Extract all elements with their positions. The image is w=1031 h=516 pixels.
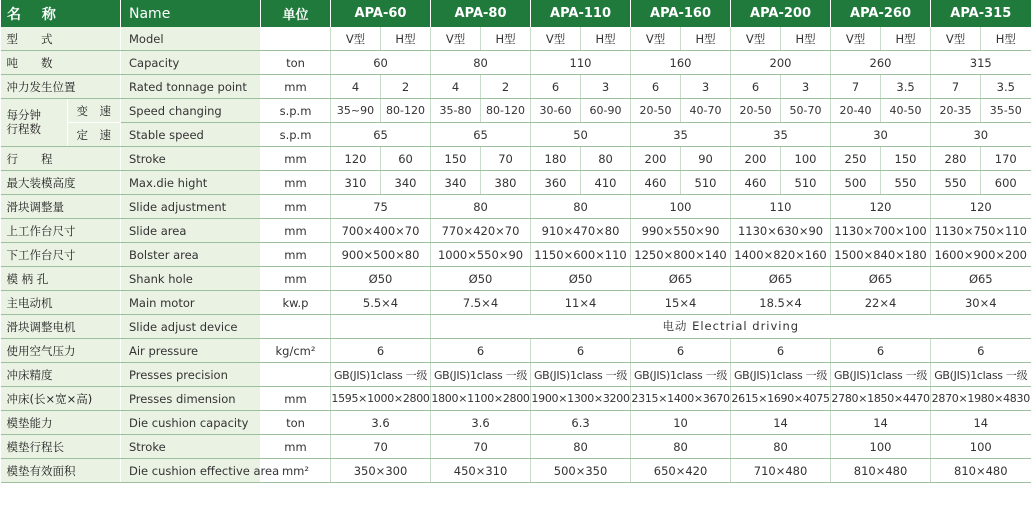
- table-row: [1, 387, 1031, 411]
- table-cell: 100: [631, 195, 731, 219]
- table-cell: 使用空气压力: [1, 339, 121, 363]
- table-cell: 35~90: [331, 99, 381, 123]
- table-cell: 65: [331, 123, 431, 147]
- table-cell: 6: [331, 339, 431, 363]
- table-cell: 90: [681, 147, 731, 171]
- table-cell: Ø65: [631, 267, 731, 291]
- table-cell: 200: [731, 51, 831, 75]
- table-row: [1, 243, 1031, 267]
- table-cell: 510: [781, 171, 831, 195]
- table-cell: 3.6: [331, 411, 431, 435]
- header-model: APA-160: [631, 0, 731, 27]
- table-cell: H型: [381, 27, 431, 51]
- header-name-en: Name: [121, 0, 261, 27]
- table-cell: 110: [731, 195, 831, 219]
- table-cell: 1400×820×160: [731, 243, 831, 267]
- table-cell: 100: [831, 435, 931, 459]
- table-cell: 10: [631, 411, 731, 435]
- table-cell: 60-90: [581, 99, 631, 123]
- table-cell: mm: [261, 267, 331, 291]
- table-cell: Shank hole: [121, 267, 261, 291]
- table-cell: 260: [831, 51, 931, 75]
- table-cell: 1250×800×140: [631, 243, 731, 267]
- table-cell: 550: [931, 171, 981, 195]
- table-cell: 20-50: [631, 99, 681, 123]
- table-cell: 3.5: [881, 75, 931, 99]
- table-cell: 990×550×90: [631, 219, 731, 243]
- table-cell: 模垫有效面积: [1, 459, 121, 483]
- table-cell: 3: [681, 75, 731, 99]
- table-cell: 6: [631, 75, 681, 99]
- table-cell: 7: [931, 75, 981, 99]
- table-cell: 20-50: [731, 99, 781, 123]
- table-cell: Slide adjust device: [121, 315, 261, 339]
- table-cell: 900×500×80: [331, 243, 431, 267]
- table-cell: 80-120: [481, 99, 531, 123]
- table-cell: 60: [381, 147, 431, 171]
- table-cell: 6: [431, 339, 531, 363]
- table-cell: Capacity: [121, 51, 261, 75]
- table-cell: H型: [481, 27, 531, 51]
- table-cell: 550: [881, 171, 931, 195]
- table-cell: 70: [481, 147, 531, 171]
- table-cell: 6: [931, 339, 1031, 363]
- table-cell: V型: [631, 27, 681, 51]
- table-cell: 410: [581, 171, 631, 195]
- table-cell: 170: [981, 147, 1031, 171]
- table-cell: 6: [731, 339, 831, 363]
- table-row: [1, 27, 1031, 51]
- table-cell: Die cushion effective area: [121, 459, 261, 483]
- table-row: [1, 267, 1031, 291]
- table-cell: 70: [331, 435, 431, 459]
- table-row: [1, 219, 1031, 243]
- table-cell: 20-35: [931, 99, 981, 123]
- table-cell: 35: [631, 123, 731, 147]
- table-cell: 65: [431, 123, 531, 147]
- table-cell: 510: [681, 171, 731, 195]
- table-cell: 80: [431, 51, 531, 75]
- table-cell: 810×480: [831, 459, 931, 483]
- header-model: APA-60: [331, 0, 431, 27]
- table-cell: 型 式: [1, 27, 121, 51]
- table-cell: 1150×600×110: [531, 243, 631, 267]
- table-cell: 810×480: [931, 459, 1031, 483]
- table-cell: GB(JIS)1class 一级: [531, 363, 631, 387]
- table-cell: 6: [631, 339, 731, 363]
- table-cell: 4: [431, 75, 481, 99]
- table-cell: 1595×1000×2800: [331, 387, 431, 411]
- table-cell: 11×4: [531, 291, 631, 315]
- table-cell: 3: [781, 75, 831, 99]
- table-cell: 2: [381, 75, 431, 99]
- table-cell: 450×310: [431, 459, 531, 483]
- table-cell: 3: [581, 75, 631, 99]
- table-cell: 50: [531, 123, 631, 147]
- table-cell: 冲床精度: [1, 363, 121, 387]
- table-row: [1, 291, 1031, 315]
- table-cell: 14: [731, 411, 831, 435]
- table-cell: 2780×1850×4470: [831, 387, 931, 411]
- table-cell: mm: [261, 243, 331, 267]
- table-cell: 40-50: [881, 99, 931, 123]
- table-cell: s.p.m: [261, 123, 331, 147]
- table-cell: mm²: [261, 459, 331, 483]
- table-cell: H型: [581, 27, 631, 51]
- table-cell: 6: [731, 75, 781, 99]
- table-cell: 80: [431, 195, 531, 219]
- table-cell: H型: [781, 27, 831, 51]
- table-cell: 30×4: [931, 291, 1031, 315]
- table-cell: 1130×630×90: [731, 219, 831, 243]
- table-cell: mm: [261, 219, 331, 243]
- table-cell: 电动 Electrial driving: [431, 315, 1031, 339]
- table-cell: 460: [731, 171, 781, 195]
- table-cell: 20-40: [831, 99, 881, 123]
- table-cell: Ø65: [831, 267, 931, 291]
- table-cell: V型: [931, 27, 981, 51]
- table-cell: 80: [631, 435, 731, 459]
- table-cell: 75: [331, 195, 431, 219]
- table-cell: 100: [781, 147, 831, 171]
- table-cell: Stable speed: [121, 123, 261, 147]
- table-cell: Ø65: [731, 267, 831, 291]
- table-cell: GB(JIS)1class 一级: [331, 363, 431, 387]
- header-model: APA-260: [831, 0, 931, 27]
- table-cell: 80: [531, 435, 631, 459]
- table-row: [1, 99, 1031, 123]
- table-cell: 910×470×80: [531, 219, 631, 243]
- table-cell: H型: [881, 27, 931, 51]
- table-cell: Ø50: [331, 267, 431, 291]
- table-cell: V型: [331, 27, 381, 51]
- table-cell: Speed changing: [121, 99, 261, 123]
- table-cell: 150: [431, 147, 481, 171]
- table-cell: 上工作台尺寸: [1, 219, 121, 243]
- table-cell: 250: [831, 147, 881, 171]
- table-cell: 80: [531, 195, 631, 219]
- table-cell: 主电动机: [1, 291, 121, 315]
- table-cell: 2: [481, 75, 531, 99]
- table-cell: Presses precision: [121, 363, 261, 387]
- header-model: APA-315: [931, 0, 1031, 27]
- table-cell: mm: [261, 195, 331, 219]
- table-row: [1, 315, 1031, 339]
- table-cell: 160: [631, 51, 731, 75]
- table-cell: 650×420: [631, 459, 731, 483]
- table-cell: 冲床(长×宽×高): [1, 387, 121, 411]
- table-row: [1, 411, 1031, 435]
- table-cell: 30-60: [531, 99, 581, 123]
- table-cell: [261, 363, 331, 387]
- table-cell: 5.5×4: [331, 291, 431, 315]
- table-cell: 冲力发生位置: [1, 75, 121, 99]
- table-cell: 340: [381, 171, 431, 195]
- table-cell: Air pressure: [121, 339, 261, 363]
- table-row: [1, 459, 1031, 483]
- table-row: [1, 147, 1031, 171]
- table-cell: 200: [731, 147, 781, 171]
- table-cell: 1000×550×90: [431, 243, 531, 267]
- table-row: [1, 435, 1031, 459]
- table-cell: 180: [531, 147, 581, 171]
- table-cell: 7.5×4: [431, 291, 531, 315]
- table-cell: 700×400×70: [331, 219, 431, 243]
- table-row: [1, 123, 1031, 147]
- table-cell: Ø65: [931, 267, 1031, 291]
- table-cell: 22×4: [831, 291, 931, 315]
- table-cell: 710×480: [731, 459, 831, 483]
- table-cell: 120: [331, 147, 381, 171]
- table-cell: 35-80: [431, 99, 481, 123]
- table-cell: 14: [831, 411, 931, 435]
- table-cell: mm: [261, 435, 331, 459]
- table-cell: 500: [831, 171, 881, 195]
- table-cell: Ø50: [431, 267, 531, 291]
- table-cell: 模垫能力: [1, 411, 121, 435]
- table-cell: 4: [331, 75, 381, 99]
- table-cell: Main motor: [121, 291, 261, 315]
- table-cell: 600: [981, 171, 1031, 195]
- table-cell: 6: [531, 75, 581, 99]
- table-cell: Presses dimension: [121, 387, 261, 411]
- table-cell: H型: [681, 27, 731, 51]
- header-model: APA-110: [531, 0, 631, 27]
- table-cell: 7: [831, 75, 881, 99]
- table-cell: 14: [931, 411, 1031, 435]
- table-cell: 1800×1100×2800: [431, 387, 531, 411]
- table-cell: 3.6: [431, 411, 531, 435]
- table-cell: 30: [931, 123, 1031, 147]
- table-cell: mm: [261, 75, 331, 99]
- table-cell: 30: [831, 123, 931, 147]
- table-cell: 460: [631, 171, 681, 195]
- table-cell: H型: [981, 27, 1031, 51]
- table-cell: 315: [931, 51, 1031, 75]
- table-cell: 模垫行程长: [1, 435, 121, 459]
- table-cell: 100: [931, 435, 1031, 459]
- table-cell: 1900×1300×3200: [531, 387, 631, 411]
- table-cell: 滑块调整量: [1, 195, 121, 219]
- table-cell: GB(JIS)1class 一级: [631, 363, 731, 387]
- table-cell: 340: [431, 171, 481, 195]
- spm-group-label: 每分钟 行程数 变 速 定 速: [1, 99, 121, 147]
- table-cell: 60: [331, 51, 431, 75]
- table-body: [1, 27, 1031, 483]
- table-cell: 2315×1400×3670: [631, 387, 731, 411]
- table-cell: Slide area: [121, 219, 261, 243]
- table-cell: [261, 27, 331, 51]
- table-cell: V型: [831, 27, 881, 51]
- table-cell: V型: [731, 27, 781, 51]
- table-row: [1, 195, 1031, 219]
- table-cell: 模 柄 孔: [1, 267, 121, 291]
- table-cell: 500×350: [531, 459, 631, 483]
- table-cell: 50-70: [781, 99, 831, 123]
- table-cell: Max.die hight: [121, 171, 261, 195]
- table-cell: 280: [931, 147, 981, 171]
- table-cell: 滑块调整电机: [1, 315, 121, 339]
- table-cell: 行 程: [1, 147, 121, 171]
- table-cell: 18.5×4: [731, 291, 831, 315]
- table-cell: 6: [531, 339, 631, 363]
- table-cell: 1130×700×100: [831, 219, 931, 243]
- header-name-zh: 名 称: [1, 0, 121, 27]
- table-cell: Slide adjustment: [121, 195, 261, 219]
- header-unit: 单位: [261, 0, 331, 27]
- table-cell: GB(JIS)1class 一级: [831, 363, 931, 387]
- table-cell: 35: [731, 123, 831, 147]
- table-cell: 下工作台尺寸: [1, 243, 121, 267]
- table-cell: Die cushion capacity: [121, 411, 261, 435]
- table-cell: 80-120: [381, 99, 431, 123]
- table-cell: Ø50: [531, 267, 631, 291]
- table-cell: ton: [261, 51, 331, 75]
- table-cell: 40-70: [681, 99, 731, 123]
- table-cell: 350×300: [331, 459, 431, 483]
- table-cell: 最大装模高度: [1, 171, 121, 195]
- table-cell: 70: [431, 435, 531, 459]
- table-cell: s.p.m: [261, 99, 331, 123]
- table-cell: 310: [331, 171, 381, 195]
- table-cell: 1600×900×200: [931, 243, 1031, 267]
- table-cell: 吨 数: [1, 51, 121, 75]
- table-cell: 120: [831, 195, 931, 219]
- table-cell: Rated tonnage point: [121, 75, 261, 99]
- table-cell: Model: [121, 27, 261, 51]
- table-cell: V型: [531, 27, 581, 51]
- table-cell: 6: [831, 339, 931, 363]
- table-cell: 3.5: [981, 75, 1031, 99]
- table-cell: Stroke: [121, 435, 261, 459]
- table-row: [1, 363, 1031, 387]
- table-row: [1, 51, 1031, 75]
- header-model: APA-80: [431, 0, 531, 27]
- table-cell: GB(JIS)1class 一级: [931, 363, 1031, 387]
- table-cell: 150: [881, 147, 931, 171]
- table-cell: 1500×840×180: [831, 243, 931, 267]
- table-cell: mm: [261, 147, 331, 171]
- header-model: APA-200: [731, 0, 831, 27]
- table-cell: [261, 315, 331, 339]
- table-cell: 200: [631, 147, 681, 171]
- table-cell: 110: [531, 51, 631, 75]
- table-cell: 120: [931, 195, 1031, 219]
- table-row: [1, 75, 1031, 99]
- table-row: [1, 171, 1031, 195]
- table-cell: GB(JIS)1class 一级: [731, 363, 831, 387]
- table-cell: mm: [261, 387, 331, 411]
- table-cell: kw.p: [261, 291, 331, 315]
- table-cell: mm: [261, 171, 331, 195]
- table-cell: 2870×1980×4830: [931, 387, 1031, 411]
- table-cell: [331, 315, 431, 339]
- table-cell: 770×420×70: [431, 219, 531, 243]
- table-cell: 1130×750×110: [931, 219, 1031, 243]
- table-cell: ton: [261, 411, 331, 435]
- table-row: [1, 339, 1031, 363]
- table-cell: 35-50: [981, 99, 1031, 123]
- table-cell: 6.3: [531, 411, 631, 435]
- table-cell: Bolster area: [121, 243, 261, 267]
- table-cell: 360: [531, 171, 581, 195]
- table-cell: GB(JIS)1class 一级: [431, 363, 531, 387]
- table-cell: 15×4: [631, 291, 731, 315]
- table-cell: Stroke: [121, 147, 261, 171]
- table-cell: kg/cm²: [261, 339, 331, 363]
- table-cell: 380: [481, 171, 531, 195]
- header-row: [1, 0, 1031, 27]
- table-cell: V型: [431, 27, 481, 51]
- table-cell: 2615×1690×4075: [731, 387, 831, 411]
- table-cell: 80: [731, 435, 831, 459]
- table-cell: 80: [581, 147, 631, 171]
